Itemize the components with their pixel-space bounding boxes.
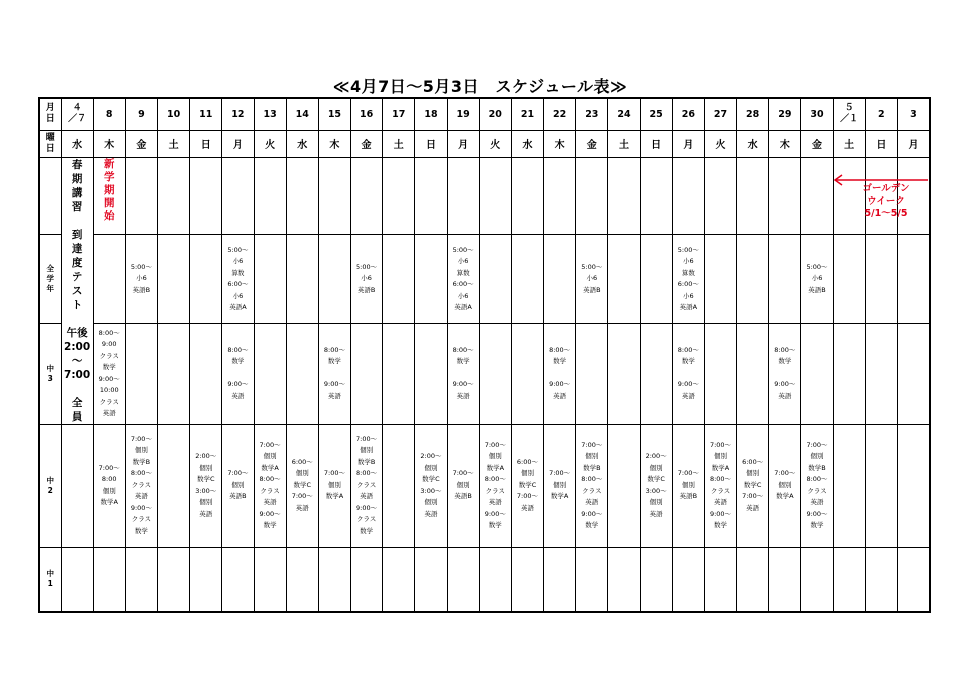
grade-label: 中 3 xyxy=(39,323,61,424)
schedule-cell xyxy=(544,157,576,235)
schedule-cell: 7:00～ 個別 数学A xyxy=(544,424,576,547)
weekday-cell: 月 xyxy=(447,130,479,157)
weekday-cell: 水 xyxy=(61,130,93,157)
schedule-cell xyxy=(544,235,576,324)
schedule-cell: 5:00～ 小6 英語B xyxy=(351,235,383,324)
weekday-cell: 土 xyxy=(833,130,865,157)
schedule-cell: 7:00～ 個別 数学B 8:00～ クラス 英語 9:00～ クラス 数学 xyxy=(125,424,157,547)
schedule-cell xyxy=(351,547,383,612)
date-cell: 30 xyxy=(801,98,833,130)
weekday-cell: 金 xyxy=(801,130,833,157)
weekday-cell: 日 xyxy=(640,130,672,157)
date-cell: ５ ／１ xyxy=(833,98,865,130)
schedule-cell xyxy=(190,547,222,612)
schedule-cell xyxy=(897,323,930,424)
schedule-cell xyxy=(511,547,543,612)
golden-week-note xyxy=(826,167,931,237)
schedule-cell: 5:00～ 小6 算数 6:00～ 小6 英語A xyxy=(672,235,704,324)
schedule-table xyxy=(38,97,931,613)
spring-course-staff xyxy=(61,424,93,547)
schedule-cell xyxy=(704,157,736,235)
date-cell: 14 xyxy=(286,98,318,130)
weekday-cell: 土 xyxy=(608,130,640,157)
schedule-cell xyxy=(415,323,447,424)
schedule-cell: 6:00～ 個別 数学C 7:00～ 英語 xyxy=(286,424,318,547)
schedule-cell xyxy=(254,235,286,324)
schedule-cell xyxy=(897,424,930,547)
schedule-cell xyxy=(576,157,608,235)
date-cell: 13 xyxy=(254,98,286,130)
schedule-cell: 8:00～ 数学 9:00～ 英語 xyxy=(672,323,704,424)
schedule-cell xyxy=(672,547,704,612)
date-cell: 29 xyxy=(769,98,801,130)
weekday-cell: 日 xyxy=(865,130,897,157)
schedule-cell xyxy=(318,157,350,235)
schedule-cell xyxy=(447,547,479,612)
schedule-cell: 7:00～ 個別 数学B 8:00～ クラス 英語 9:00～ クラス 数学 xyxy=(351,424,383,547)
schedule-cell xyxy=(479,157,511,235)
schedule-cell xyxy=(737,157,769,235)
schedule-cell: 7:00～ 個別 英語B xyxy=(672,424,704,547)
date-cell: 19 xyxy=(447,98,479,130)
date-cell: 10 xyxy=(157,98,189,130)
golden-week-label: ゴールデン ウイーク 5/1～5/5 xyxy=(862,183,910,219)
schedule-cell xyxy=(897,235,930,324)
schedule-cell xyxy=(865,424,897,547)
schedule-cell xyxy=(704,547,736,612)
date-cell: ４ ／７ xyxy=(61,98,93,130)
schedule-cell xyxy=(93,235,125,324)
schedule-cell: 2:00～ 個別 数学C 3:00～ 個別 英語 xyxy=(415,424,447,547)
date-cell: 26 xyxy=(672,98,704,130)
date-cell: 24 xyxy=(608,98,640,130)
schedule-cell: 5:00～ 小6 算数 6:00～ 小6 英語A xyxy=(447,235,479,324)
schedule-cell xyxy=(511,323,543,424)
schedule-cell xyxy=(544,547,576,612)
weekday-cell: 日 xyxy=(190,130,222,157)
schedule-cell: 8:00～ 数学 9:00～ 英語 xyxy=(544,323,576,424)
schedule-cell xyxy=(222,157,254,235)
row-label-blank xyxy=(39,157,61,235)
schedule-cell: 6:00～ 個別 数学C 7:00～ 英語 xyxy=(737,424,769,547)
weekday-cell: 月 xyxy=(672,130,704,157)
schedule-cell xyxy=(704,235,736,324)
schedule-cell xyxy=(608,547,640,612)
weekday-cell: 金 xyxy=(351,130,383,157)
schedule-cell xyxy=(415,547,447,612)
weekday-cell: 月 xyxy=(897,130,930,157)
schedule-cell xyxy=(833,235,865,324)
month-day-label: 月 日 xyxy=(39,98,61,130)
schedule-cell xyxy=(640,157,672,235)
weekday-cell: 木 xyxy=(318,130,350,157)
schedule-cell xyxy=(286,235,318,324)
weekday-cell: 金 xyxy=(576,130,608,157)
date-cell: 12 xyxy=(222,98,254,130)
schedule-cell xyxy=(608,235,640,324)
schedule-cell xyxy=(576,547,608,612)
schedule-cell: 2:00～ 個別 数学C 3:00～ 個別 英語 xyxy=(190,424,222,547)
date-cell: 22 xyxy=(544,98,576,130)
date-cell: 2 xyxy=(865,98,897,130)
schedule-cell xyxy=(93,547,125,612)
schedule-cell xyxy=(190,323,222,424)
schedule-cell xyxy=(865,547,897,612)
schedule-cell xyxy=(640,235,672,324)
schedule-cell: 8:00～ 9:00 クラス 数学 9:00～ 10:00 クラス 英語 xyxy=(93,323,125,424)
schedule-cell xyxy=(511,157,543,235)
schedule-cell: 2:00～ 個別 数学C 3:00～ 個別 英語 xyxy=(640,424,672,547)
schedule-cell xyxy=(254,323,286,424)
weekday-cell: 月 xyxy=(222,130,254,157)
schedule-cell: 5:00～ 小6 英語B xyxy=(801,235,833,324)
schedule-cell: 8:00～ 数学 9:00～ 英語 xyxy=(769,323,801,424)
schedule-cell: 5:00～ 小6 英語B xyxy=(576,235,608,324)
schedule-cell xyxy=(383,424,415,547)
schedule-cell xyxy=(125,157,157,235)
schedule-cell xyxy=(479,323,511,424)
schedule-cell: 7:00～ 個別 数学A xyxy=(318,424,350,547)
weekday-cell: 水 xyxy=(511,130,543,157)
schedule-cell xyxy=(897,547,930,612)
new-term-note: 新 学 期 開 始 xyxy=(93,157,125,235)
schedule-cell xyxy=(511,235,543,324)
date-cell: 17 xyxy=(383,98,415,130)
schedule-cell xyxy=(737,547,769,612)
schedule-cell xyxy=(479,547,511,612)
schedule-cell: 7:00～ 個別 数学A xyxy=(769,424,801,547)
schedule-cell: 7:00～ 個別 英語B xyxy=(447,424,479,547)
schedule-cell xyxy=(286,547,318,612)
schedule-cell xyxy=(672,157,704,235)
weekday-cell: 土 xyxy=(383,130,415,157)
schedule-cell xyxy=(865,235,897,324)
schedule-cell xyxy=(704,323,736,424)
schedule-cell xyxy=(125,547,157,612)
schedule-cell xyxy=(383,235,415,324)
date-cell: 15 xyxy=(318,98,350,130)
date-cell: 21 xyxy=(511,98,543,130)
schedule-cell: 8:00～ 数学 9:00～ 英語 xyxy=(447,323,479,424)
schedule-cell xyxy=(833,424,865,547)
weekday-cell: 木 xyxy=(769,130,801,157)
schedule-cell: 7:00～ 個別 数学B 8:00～ クラス 英語 9:00～ 数学 xyxy=(576,424,608,547)
date-cell: 23 xyxy=(576,98,608,130)
schedule-cell xyxy=(576,323,608,424)
date-cell: 28 xyxy=(737,98,769,130)
schedule-cell xyxy=(61,547,93,612)
weekday-cell: 金 xyxy=(125,130,157,157)
date-cell: 16 xyxy=(351,98,383,130)
schedule-cell xyxy=(833,323,865,424)
weekday-cell: 水 xyxy=(737,130,769,157)
weekday-cell: 水 xyxy=(286,130,318,157)
schedule-cell xyxy=(769,547,801,612)
grade-row-chu3 xyxy=(39,323,930,424)
weekday-cell: 火 xyxy=(254,130,286,157)
date-row xyxy=(39,98,930,130)
weekday-cell: 日 xyxy=(415,130,447,157)
date-cell: 27 xyxy=(704,98,736,130)
schedule-cell xyxy=(125,323,157,424)
date-cell: 11 xyxy=(190,98,222,130)
schedule-cell: 5:00～ 小6 英語B xyxy=(125,235,157,324)
schedule-cell xyxy=(254,547,286,612)
grade-row-chu2 xyxy=(39,424,930,547)
schedule-cell xyxy=(769,157,801,235)
schedule-cell xyxy=(447,157,479,235)
schedule-cell xyxy=(608,157,640,235)
weekday-cell: 木 xyxy=(93,130,125,157)
date-cell: 25 xyxy=(640,98,672,130)
schedule-cell xyxy=(190,235,222,324)
date-cell: 18 xyxy=(415,98,447,130)
schedule-cell xyxy=(351,323,383,424)
schedule-cell: 7:00～ 個別 英語B xyxy=(222,424,254,547)
schedule-cell xyxy=(833,547,865,612)
grade-label: 全 学 年 xyxy=(39,235,61,324)
schedule-cell: 7:00～ 8:00 個別 数学A xyxy=(93,424,125,547)
schedule-cell xyxy=(254,157,286,235)
schedule-cell xyxy=(640,323,672,424)
schedule-cell xyxy=(769,235,801,324)
schedule-cell xyxy=(737,235,769,324)
schedule-cell: 7:00～ 個別 数学A 8:00～ クラス 英語 9:00～ 数学 xyxy=(254,424,286,547)
grade-row-chu1 xyxy=(39,547,930,612)
schedule-cell xyxy=(383,323,415,424)
schedule-cell xyxy=(286,157,318,235)
date-cell: 8 xyxy=(93,98,125,130)
schedule-cell: 8:00～ 数学 9:00～ 英語 xyxy=(318,323,350,424)
date-cell: 3 xyxy=(897,98,930,130)
schedule-cell xyxy=(415,157,447,235)
schedule-cell: 8:00～ 数学 9:00～ 英語 xyxy=(222,323,254,424)
schedule-cell xyxy=(801,323,833,424)
date-cell: 20 xyxy=(479,98,511,130)
weekday-cell: 火 xyxy=(704,130,736,157)
schedule-cell xyxy=(157,235,189,324)
schedule-cell xyxy=(737,323,769,424)
schedule-cell xyxy=(640,547,672,612)
page-title: ≪4月7日～5月3日 スケジュール表≫ xyxy=(332,77,628,96)
schedule-cell xyxy=(286,323,318,424)
schedule-cell xyxy=(865,323,897,424)
weekday-cell: 木 xyxy=(544,130,576,157)
grade-label: 中 1 xyxy=(39,547,61,612)
schedule-cell xyxy=(608,424,640,547)
weekday-label: 曜 日 xyxy=(39,130,61,157)
schedule-cell: 6:00～ 個別 数学C 7:00～ 英語 xyxy=(511,424,543,547)
schedule-cell xyxy=(801,547,833,612)
schedule-cell: 5:00～ 小6 算数 6:00～ 小6 英語A xyxy=(222,235,254,324)
schedule-cell xyxy=(157,157,189,235)
weekday-cell: 火 xyxy=(479,130,511,157)
schedule-cell xyxy=(318,547,350,612)
grade-row-zengakunen xyxy=(39,235,930,324)
schedule-cell xyxy=(157,547,189,612)
grade-label: 中 2 xyxy=(39,424,61,547)
schedule-cell xyxy=(351,157,383,235)
schedule-cell: 7:00～ 個別 数学B 8:00～ クラス 英語 9:00～ 数学 xyxy=(801,424,833,547)
schedule-cell xyxy=(157,323,189,424)
schedule-cell xyxy=(383,157,415,235)
schedule-cell xyxy=(222,547,254,612)
schedule-cell xyxy=(318,235,350,324)
notice-row xyxy=(39,157,930,235)
schedule-cell xyxy=(157,424,189,547)
schedule-cell xyxy=(190,157,222,235)
schedule-cell: 7:00～ 個別 数学A 8:00～ クラス 英語 9:00～ 数学 xyxy=(479,424,511,547)
date-cell: 9 xyxy=(125,98,157,130)
weekday-cell: 土 xyxy=(157,130,189,157)
schedule-cell xyxy=(415,235,447,324)
schedule-cell: 7:00～ 個別 数学A 8:00～ クラス 英語 9:00～ 数学 xyxy=(704,424,736,547)
schedule-cell xyxy=(479,235,511,324)
schedule-cell xyxy=(608,323,640,424)
spring-course-note: 春 期 講 習 到 達 度 テ ス ト 午後 2:00 ～ 7:00 全 員 xyxy=(61,157,93,424)
schedule-cell xyxy=(383,547,415,612)
weekday-row xyxy=(39,130,930,157)
